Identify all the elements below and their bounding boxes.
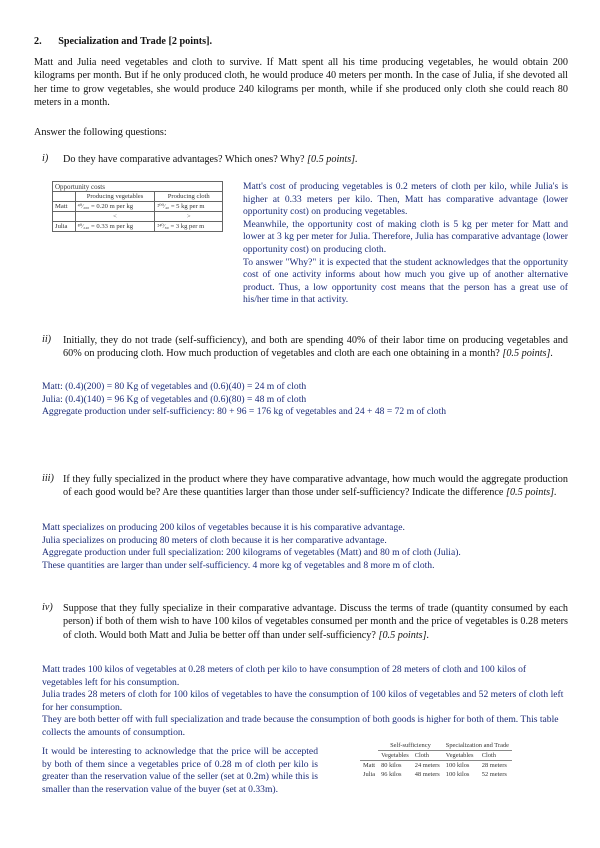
cons-col-veg-2: Vegetables <box>443 751 479 761</box>
opp-row-matt-cloth: = 5 kg per m <box>170 203 205 210</box>
answer-4-line: Matt trades 100 kilos of vegetables at 0.28 meters of cloth per kilo to have consumption of 28 meters of cloth and 100 kilos of vegetables left for his consumption. <box>42 664 527 688</box>
answer-2 <box>42 381 568 419</box>
opp-header-cloth: Producing cloth <box>155 192 223 202</box>
cons-col-cloth-1: Cloth <box>412 751 443 761</box>
opp-row-compare-cloth: > <box>155 212 223 222</box>
answer-3-line: These quantities are larger than under self-sufficiency. 4 more kg of vegetables and 8 more m of cloth. <box>42 559 435 571</box>
answer-2-line: Aggregate production under self-sufficiency: 80 + 96 = 176 kg of vegetables and 24 + 48 = 72 m of cloth <box>42 406 447 418</box>
answer-3-line: Julia specializes on producing 80 meters of cloth because it is her comparative advantage. <box>42 534 387 546</box>
question-1-number: i) <box>42 153 49 164</box>
opp-row-compare-veg: < <box>75 212 155 222</box>
cons-row-matt-v2: 100 kilos <box>445 762 470 769</box>
question-3-points: [0.5 points]. <box>505 487 557 499</box>
opp-header-empty <box>53 192 76 202</box>
question-2-number: ii) <box>42 334 52 345</box>
question-4 <box>63 602 568 642</box>
cons-row-julia-c1: 48 meters <box>414 771 440 778</box>
answer-4 <box>42 664 568 740</box>
question-1-text: Do they have comparative advantages? Which ones? Why? <box>63 154 305 165</box>
answer-3-line: Matt specializes on producing 200 kilos of vegetables because it is his comparative advantage. <box>42 522 405 533</box>
question-1 <box>63 153 568 166</box>
consumption-table <box>360 741 512 779</box>
opp-header-vegetables: Producing vegetables <box>75 192 155 202</box>
cons-row-julia-v1: 96 kilos <box>381 771 402 778</box>
answer-1-line: To answer "Why?" it is expected that the student acknowledges that the opportunity cost of one activity informs about how much you give up of another alternative product. Thus, a low opportunity cost means that the person has a great use of his/her time in that activity. <box>243 256 568 306</box>
cons-group-self: Self-sufficiency <box>378 741 443 751</box>
fraction-icon: ²⁰⁰⁄₄₀ <box>157 204 170 210</box>
opp-row-matt-veg: = 0.20 m per kg <box>91 203 134 210</box>
fraction-icon: ²⁴⁰⁄₈₀ <box>157 224 169 230</box>
cons-row-julia-name: Julia <box>363 771 376 778</box>
question-2-text: Initially, they do not trade (self-sufficiency), and both are spending 40% of their labor time on producing vegetables and 60% on producing cloth. How much production of vegetables and cloth are each one obtaining in a month? <box>63 335 568 360</box>
opp-row-julia-name: Julia <box>53 222 76 232</box>
question-1-points: [0.5 points]. <box>307 154 358 165</box>
fraction-icon: ⁴⁰⁄₂₀₀ <box>77 204 90 210</box>
answer-4-line: They are both better off with full specialization and trade because the consumption of both goods is higher for both of them. This table collects the amounts of consumption. <box>42 714 559 738</box>
answer-1-line: Meanwhile, the opportunity cost of making cloth is 5 kg per meter for Matt and lower at 3 kg per meter for Julia. Therefore, Julia has comparative advantage (lower opportunity cost) on producing cloth. <box>243 218 568 255</box>
answer-2-line: Julia: (0.4)(140) = 96 Kg of vegetables and (0.6)(80) = 48 m of cloth <box>42 393 307 405</box>
opp-row-matt-name: Matt <box>53 202 76 212</box>
section-number: 2. <box>34 36 42 47</box>
opp-table-title: Opportunity costs <box>53 182 223 192</box>
section-title: Specialization and Trade [2 points]. <box>58 36 213 47</box>
cons-row-matt-v1: 80 kilos <box>381 762 402 769</box>
answer-1 <box>243 181 568 307</box>
opp-row-compare-name <box>53 212 76 222</box>
cons-col-veg-1: Vegetables <box>378 751 412 761</box>
answer-1-line: Matt's cost of producing vegetables is 0.2 meters of cloth per kilo, while Julia's is higher at 0.33 meters per kilo. Then, Matt has comparative advantage (lower opportunity cost) on producing vegetables. <box>243 181 568 218</box>
question-3 <box>63 473 568 500</box>
cons-row-matt-c2: 28 meters <box>481 762 507 769</box>
answer-2-line: Matt: (0.4)(200) = 80 Kg of vegetables and (0.6)(40) = 24 m of cloth <box>42 381 307 392</box>
cons-row-julia-v2: 100 kilos <box>445 771 470 778</box>
answer-3-line: Aggregate production under full specialization: 200 kilograms of vegetables (Matt) and 80 m of cloth (Julia). <box>42 547 461 559</box>
answer-4-line: Julia trades 28 meters of cloth for 100 kilos of vegetables to have the consumption of 100 kilos of vegetables and 52 meters of cloth left for her consumption. <box>42 689 564 713</box>
answer-3 <box>42 522 568 572</box>
question-2 <box>63 334 568 361</box>
opp-row-julia-veg: = 0.33 m per kg <box>91 223 134 230</box>
cons-row-matt-name: Matt <box>363 762 376 769</box>
question-4-text: Suppose that they fully specialize in their comparative advantage. Discuss the terms of trade (quantity consumed by each person) if both of them wish to have 100 kilos of vegetables consumed per month and the price of vegetables is 0.28 meters of cloth. Would both Matt and Julia be better off than under self-sufficiency? <box>63 603 568 641</box>
fraction-icon: ⁸⁰⁄₂₄₀ <box>77 224 90 230</box>
instruction-text: Answer the following questions: <box>34 127 167 138</box>
question-3-number: iii) <box>42 473 54 484</box>
section-heading <box>34 36 212 47</box>
question-2-points: [0.5 points]. <box>502 348 554 360</box>
cons-row-julia-c2: 52 meters <box>481 771 507 778</box>
question-4-points: [0.5 points]. <box>378 629 430 641</box>
cons-group-spec: Specialization and Trade <box>443 741 512 751</box>
intro-paragraph: Matt and Julia need vegetables and cloth to survive. If Matt spent all his time producing vegetables, he would obtain 200 kilograms per month. But if he only produced cloth, he would produce 40 meters per month. In the case of Julia, if she devoted all her time to grow vegetables, she would produce 240 kilograms per month, while if she produced only cloth she could reach 80 meters in a month. <box>34 57 568 108</box>
cons-col-cloth-2: Cloth <box>479 751 512 761</box>
answer-4-note: It would be interesting to acknowledge that the price will be accepted by both of them since a vegetables price of 0.28 m of cloth per kilo is greater than the reservation value of the seller (set at 0.2m) while this is smaller than the reservation value of the buyer (set at 0.33m). <box>42 746 318 795</box>
opportunity-cost-table <box>52 181 223 232</box>
question-4-number: iv) <box>42 602 53 613</box>
cons-row-matt-c1: 24 meters <box>414 762 440 769</box>
opp-row-julia-cloth: = 3 kg per m <box>170 223 205 230</box>
question-3-text: If they fully specialized in the product where they have comparative advantage, how much would the aggregate production of each good would be? Are these quantities larger than those under self-sufficiency? Indicate the difference <box>63 474 568 499</box>
